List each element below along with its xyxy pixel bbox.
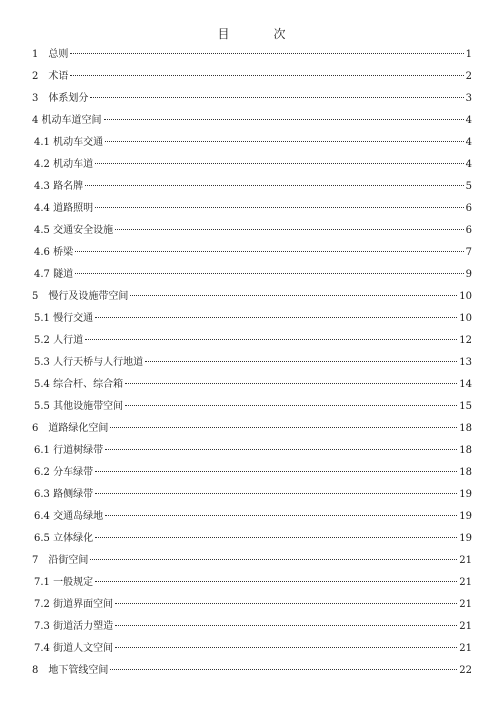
toc-entry-page-number: 18	[459, 423, 472, 434]
toc-entry-label: 6.3 路侧绿带	[34, 489, 94, 500]
toc-entry[interactable]	[32, 506, 472, 528]
toc-entry[interactable]	[32, 220, 472, 242]
toc-dot-leader	[70, 53, 463, 54]
toc-entry-page-number: 6	[465, 203, 472, 214]
toc-dot-leader	[130, 295, 457, 296]
toc-entry-page-number: 12	[459, 335, 472, 346]
toc-entry[interactable]	[32, 660, 472, 682]
toc-entry[interactable]	[32, 396, 472, 418]
toc-dot-leader	[95, 317, 457, 318]
page-title: 目 次	[217, 27, 302, 41]
toc-entry-page-number: 10	[459, 291, 472, 302]
toc-entry[interactable]	[32, 374, 472, 396]
toc-entry-page-number: 21	[459, 577, 472, 588]
toc-entry-label: 5.2 人行道	[34, 335, 84, 346]
toc-dot-leader	[125, 405, 457, 406]
toc-entry-label: 5.5 其他设施带空间	[34, 401, 124, 412]
toc-entry[interactable]	[32, 110, 472, 132]
toc-dot-leader	[95, 163, 464, 164]
toc-entry[interactable]	[32, 616, 472, 638]
toc-dot-leader	[125, 383, 457, 384]
toc-entry-page-number: 13	[459, 357, 472, 368]
toc-dot-leader	[95, 207, 464, 208]
toc-entry[interactable]	[32, 132, 472, 154]
toc-dot-leader	[95, 581, 457, 582]
toc-entry-label: 6 道路绿化空间	[32, 423, 109, 434]
toc-entry-page-number: 3	[465, 93, 472, 104]
toc-entry-label: 7 沿街空间	[32, 555, 89, 566]
toc-entry[interactable]	[32, 198, 472, 220]
toc-entry-page-number: 18	[459, 445, 472, 456]
toc-entry-label: 1 总则	[32, 49, 69, 60]
toc-entry-page-number: 19	[459, 511, 472, 522]
toc-entry[interactable]	[32, 308, 472, 330]
toc-entry-label: 6.1 行道树绿带	[34, 445, 104, 456]
toc-entry[interactable]	[32, 352, 472, 374]
toc-entry-label: 4 机动车道空间	[32, 115, 102, 126]
toc-entry-label: 6.4 交通岛绿地	[34, 511, 104, 522]
toc-entry-label: 4.1 机动车交通	[34, 137, 104, 148]
toc-entry[interactable]	[32, 264, 472, 286]
toc-entry-page-number: 21	[459, 621, 472, 632]
toc-entry[interactable]	[32, 88, 472, 110]
toc-entry-page-number: 7	[465, 247, 472, 258]
toc-entry-page-number: 21	[459, 555, 472, 566]
toc-dot-leader	[115, 603, 457, 604]
toc-dot-leader	[115, 647, 457, 648]
toc-entry-label: 4.7 隧道	[34, 269, 74, 280]
toc-entry[interactable]	[32, 418, 472, 440]
toc-entry-label: 3 体系划分	[32, 93, 89, 104]
toc-entry-page-number: 5	[465, 181, 472, 192]
toc-entry-page-number: 19	[459, 533, 472, 544]
toc-dot-leader	[110, 669, 457, 670]
toc-dot-leader	[85, 339, 457, 340]
toc-dot-leader	[95, 471, 457, 472]
toc-entry[interactable]	[32, 440, 472, 462]
toc-entry-label: 7.3 街道活力塑造	[34, 621, 114, 632]
toc-entry-label: 8 地下管线空间	[32, 665, 109, 676]
toc-dot-leader	[145, 361, 457, 362]
toc-entry-label: 4.2 机动车道	[34, 159, 94, 170]
toc-dot-leader	[115, 229, 464, 230]
toc-entry-page-number: 22	[459, 665, 472, 676]
toc-entry[interactable]	[32, 66, 472, 88]
toc-dot-leader	[110, 427, 457, 428]
toc-dot-leader	[75, 251, 464, 252]
table-of-contents	[32, 44, 472, 682]
toc-entry[interactable]	[32, 462, 472, 484]
toc-dot-leader	[95, 537, 457, 538]
toc-dot-leader	[104, 119, 464, 120]
toc-entry-label: 7.1 一般规定	[34, 577, 94, 588]
toc-entry-label: 6.2 分车绿带	[34, 467, 94, 478]
toc-entry[interactable]	[32, 484, 472, 506]
toc-entry-label: 7.2 街道界面空间	[34, 599, 114, 610]
toc-entry[interactable]	[32, 44, 472, 66]
toc-entry[interactable]	[32, 594, 472, 616]
toc-entry-page-number: 4	[465, 137, 472, 148]
toc-entry-label: 5.3 人行天桥与人行地道	[34, 357, 144, 368]
toc-entry-label: 7.4 街道人文空间	[34, 643, 114, 654]
toc-entry-page-number: 4	[465, 115, 472, 126]
toc-entry-page-number: 2	[465, 71, 472, 82]
toc-entry-label: 5.1 慢行交通	[34, 313, 94, 324]
toc-dot-leader	[75, 273, 464, 274]
toc-entry-page-number: 10	[459, 313, 472, 324]
toc-entry-page-number: 9	[465, 269, 472, 280]
toc-entry-page-number: 21	[459, 599, 472, 610]
toc-entry-label: 4.4 道路照明	[34, 203, 94, 214]
toc-entry[interactable]	[32, 154, 472, 176]
toc-entry-label: 6.5 立体绿化	[34, 533, 94, 544]
toc-entry-label: 2 术语	[32, 71, 69, 82]
toc-dot-leader	[95, 493, 457, 494]
toc-entry-page-number: 15	[459, 401, 472, 412]
toc-entry[interactable]	[32, 286, 472, 308]
toc-entry-page-number: 19	[459, 489, 472, 500]
toc-entry[interactable]	[32, 528, 472, 550]
toc-entry-label: 4.3 路名牌	[34, 181, 84, 192]
toc-entry[interactable]	[32, 330, 472, 352]
toc-dot-leader	[105, 449, 457, 450]
toc-entry[interactable]	[32, 572, 472, 594]
toc-entry-page-number: 1	[465, 49, 472, 60]
toc-entry-page-number: 18	[459, 467, 472, 478]
toc-entry-page-number: 6	[465, 225, 472, 236]
toc-dot-leader	[90, 559, 457, 560]
toc-entry[interactable]	[32, 242, 472, 264]
toc-dot-leader	[105, 515, 457, 516]
toc-entry-page-number: 14	[459, 379, 472, 390]
toc-entry-page-number: 4	[465, 159, 472, 170]
toc-entry[interactable]	[32, 550, 472, 572]
toc-entry-label: 4.6 桥梁	[34, 247, 74, 258]
toc-entry-label: 5.4 综合杆、综合箱	[34, 379, 124, 390]
toc-entry[interactable]	[32, 638, 472, 660]
toc-entry-page-number: 21	[459, 643, 472, 654]
toc-dot-leader	[70, 75, 463, 76]
toc-entry-label: 5 慢行及设施带空间	[32, 291, 129, 302]
toc-entry-label: 4.5 交通安全设施	[34, 225, 114, 236]
toc-dot-leader	[85, 185, 464, 186]
toc-dot-leader	[105, 141, 464, 142]
toc-entry[interactable]	[32, 176, 472, 198]
toc-dot-leader	[90, 97, 463, 98]
toc-dot-leader	[115, 625, 457, 626]
